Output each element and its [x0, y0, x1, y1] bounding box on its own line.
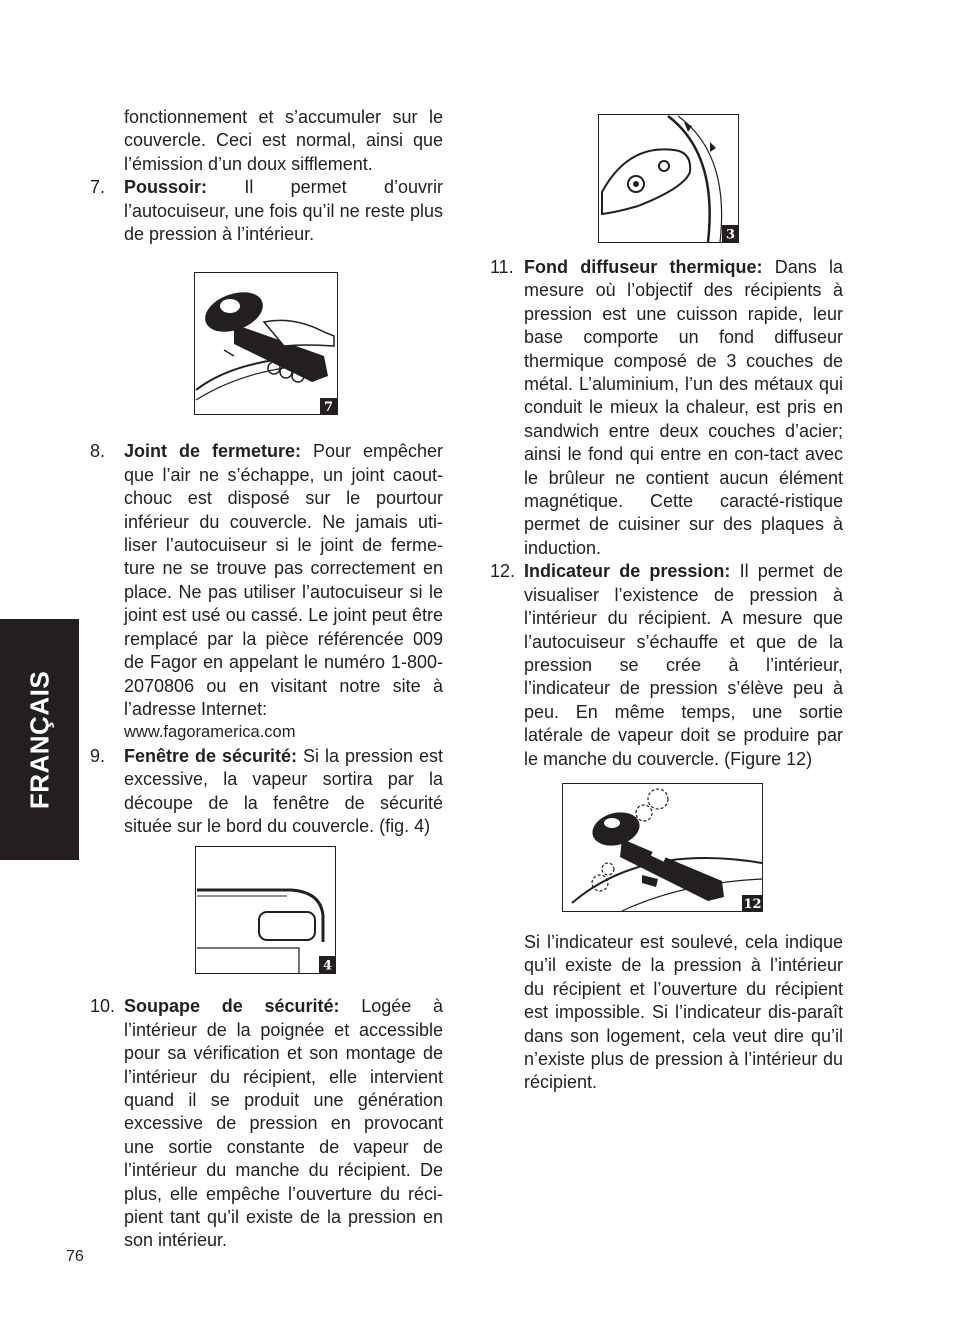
- figure-7: [194, 272, 443, 416]
- item-12: 12. Indicateur de pression: Il permet de visualiser l’existence de pression à l’intérieur du récipient. A mesure que l’autocuiseur s’échauffe et que de la pression se crée à l’intérieur, l’indicateur de pression s’élève peu à peu. En même temps, une sortie latérale de vapeur doit se produire par le manche du couvercle. (Figure 12): [490, 561, 844, 769]
- figure-4: [195, 846, 443, 975]
- figure-7-number: 7: [323, 400, 334, 416]
- fagor-url: www.fagoramerica.com: [124, 723, 296, 742]
- item-11-text: Dans la mesure où l’objectif des récipients à pression est une cuisson rapide, leur base comporte un fond diffuseur thermique composé de 3 couches de métal. L’aluminium, l’un des métaux qui conduit le mieux la chaleur, est pris en sandwich entre deux couches d’acier; ainsi le fond qui entre en con-tact avec le brûleur ne contient aucun élément magnétique. Cette caracté-ristique permet de cuisiner sur des plaques à induction.: [524, 257, 843, 558]
- intro-paragraph: fonctionnement et s’accumuler sur le couvercle. Ceci est normal, ainsi que l’émission d’un doux sifflement.: [124, 107, 443, 174]
- item-8: 8. Joint de fermeture: Pour empêcher que l’air ne s’échappe, un joint caout-chouc est disposé sur le pourtour inférieur du couvercle. Ne jamais uti-liser l’autocuiseur si le joint de ferme-ture ne se trouve pas correctement en place. Ne pas utiliser l’autocuiseur si le joint est usé ou cassé. Le joint peut être remplacé par la pièce référencée 009 de Fagor en appelant le numéro 1-800-2070806 ou en visitant notre site à l’adresse Internet: www.fagoramerica.com: [90, 440, 443, 744]
- figure-12-number: 12: [743, 896, 762, 912]
- item-9-text: Si la pression est excessive, la vapeur sortira par la découpe de la fenêtre de sécurité située sur le bord du couvercle. (fig. 4): [124, 745, 443, 836]
- item-11-title: Fond diffuseur thermique:: [524, 257, 763, 277]
- right-column: [490, 106, 843, 1095]
- figure-7-illustration: [194, 272, 339, 416]
- language-side-tab: [0, 619, 79, 860]
- item-7: 7. Poussoir: Il permet d’ouvrir l’autocuiseur, une fois qu’il ne reste plus de pression à l’intérieur.: [90, 177, 443, 245]
- figure-3-number: 3: [725, 227, 736, 243]
- figure-3-illustration: [598, 114, 740, 244]
- left-column: [90, 106, 443, 1253]
- item-7-text: Il permet d’ouvrir l’autocuiseur, une fois qu’il ne reste plus de pression à l’intérieur.: [124, 177, 443, 245]
- item-8-title: Joint de fermeture:: [124, 441, 301, 462]
- figure-3: [598, 114, 843, 244]
- item-7-title: Poussoir:: [124, 177, 208, 198]
- item-10-title: Soupape de sécurité:: [124, 996, 340, 1017]
- figure-4-illustration: [195, 846, 337, 975]
- item-12-title: Indicateur de pression:: [524, 561, 731, 582]
- item-9-title: Fenêtre de sécurité:: [124, 745, 298, 766]
- figure-12-illustration: [562, 783, 764, 913]
- language-label: FRANÇAIS: [24, 670, 54, 809]
- figure-12: [562, 783, 843, 913]
- item-10: 10. Soupape de sécurité: Logée à l’intérieur de la poignée et accessible pour sa vérification et son montage de l’intérieur du récipient, elle intervient quand il se produit une génération excessive de pression en provocant une sortie constante de vapeur de l’intérieur du manche du récipient. De plus, elle empêche l’ouverture du réci-pient tant qu’il existe de la pression en son intérieur.: [90, 996, 443, 1251]
- item-9: 9. Fenêtre de sécurité: Si la pression est excessive, la vapeur sortira par la découpe de la fenêtre de sécurité située sur le bord du couvercle. (fig. 4): [90, 745, 443, 836]
- outro-paragraph: Si l’indicateur est soulevé, cela indique qu’il existe de la pression à l’intérieur du récipient et l’ouverture du récipient est impossible. Si l’indicateur dis-paraît dans son logement, cela veut dire qu’il n’existe plus de pression à l’intérieur du récipient.: [524, 931, 843, 1093]
- item-11: 11. Fond diffuseur thermique: Dans la mesure où l’objectif des récipients à pression est une cuisson rapide, leur base comporte un fond diffuseur thermique composé de 3 couches de métal. L’aluminium, l’un des métaux qui conduit le mieux la chaleur, est pris en sandwich entre deux couches d’acier; ainsi le fond qui entre en con-tact avec le brûleur ne contient aucun élément magnétique. Cette caracté-ristique permet de cuisiner sur des plaques à induction.: [490, 257, 843, 558]
- item-12-text: Il permet de visualiser l’existence de pression à l’intérieur du récipient. A mesure que l’autocuiseur s’échauffe et que de la pression se crée à l’intérieur, l’indicateur de pression s’élève peu à peu. En même temps, une sortie latérale de vapeur doit se produire par le manche du couvercle. (Figure 12): [524, 561, 844, 769]
- page-number: 76: [66, 1248, 84, 1265]
- item-10-text: Logée à l’intérieur de la poignée et accessible pour sa vérification et son montage de l’intérieur du récipient, elle intervient quand il se produit une génération excessive de pression en provocant une sortie constante de vapeur de l’intérieur du manche du récipient. De plus, elle empêche l’ouverture du réci-pient tant qu’il existe de la pression en son intérieur.: [124, 996, 443, 1251]
- item-8-text: Pour empêcher que l’air ne s’échappe, un joint caout-chouc est disposé sur le pourtour inférieur du couvercle. Ne jamais uti-liser l’autocuiseur si le joint de ferme-ture ne se trouve pas correctement en place. Ne pas utiliser l’autocuiseur si le joint est usé ou cassé. Le joint peut être remplacé par la pièce référencée 009 de Fagor en appelant le numéro 1-800-2070806 ou en visitant notre site à l’adresse Internet:: [124, 441, 443, 719]
- figure-4-number: 4: [322, 958, 333, 974]
